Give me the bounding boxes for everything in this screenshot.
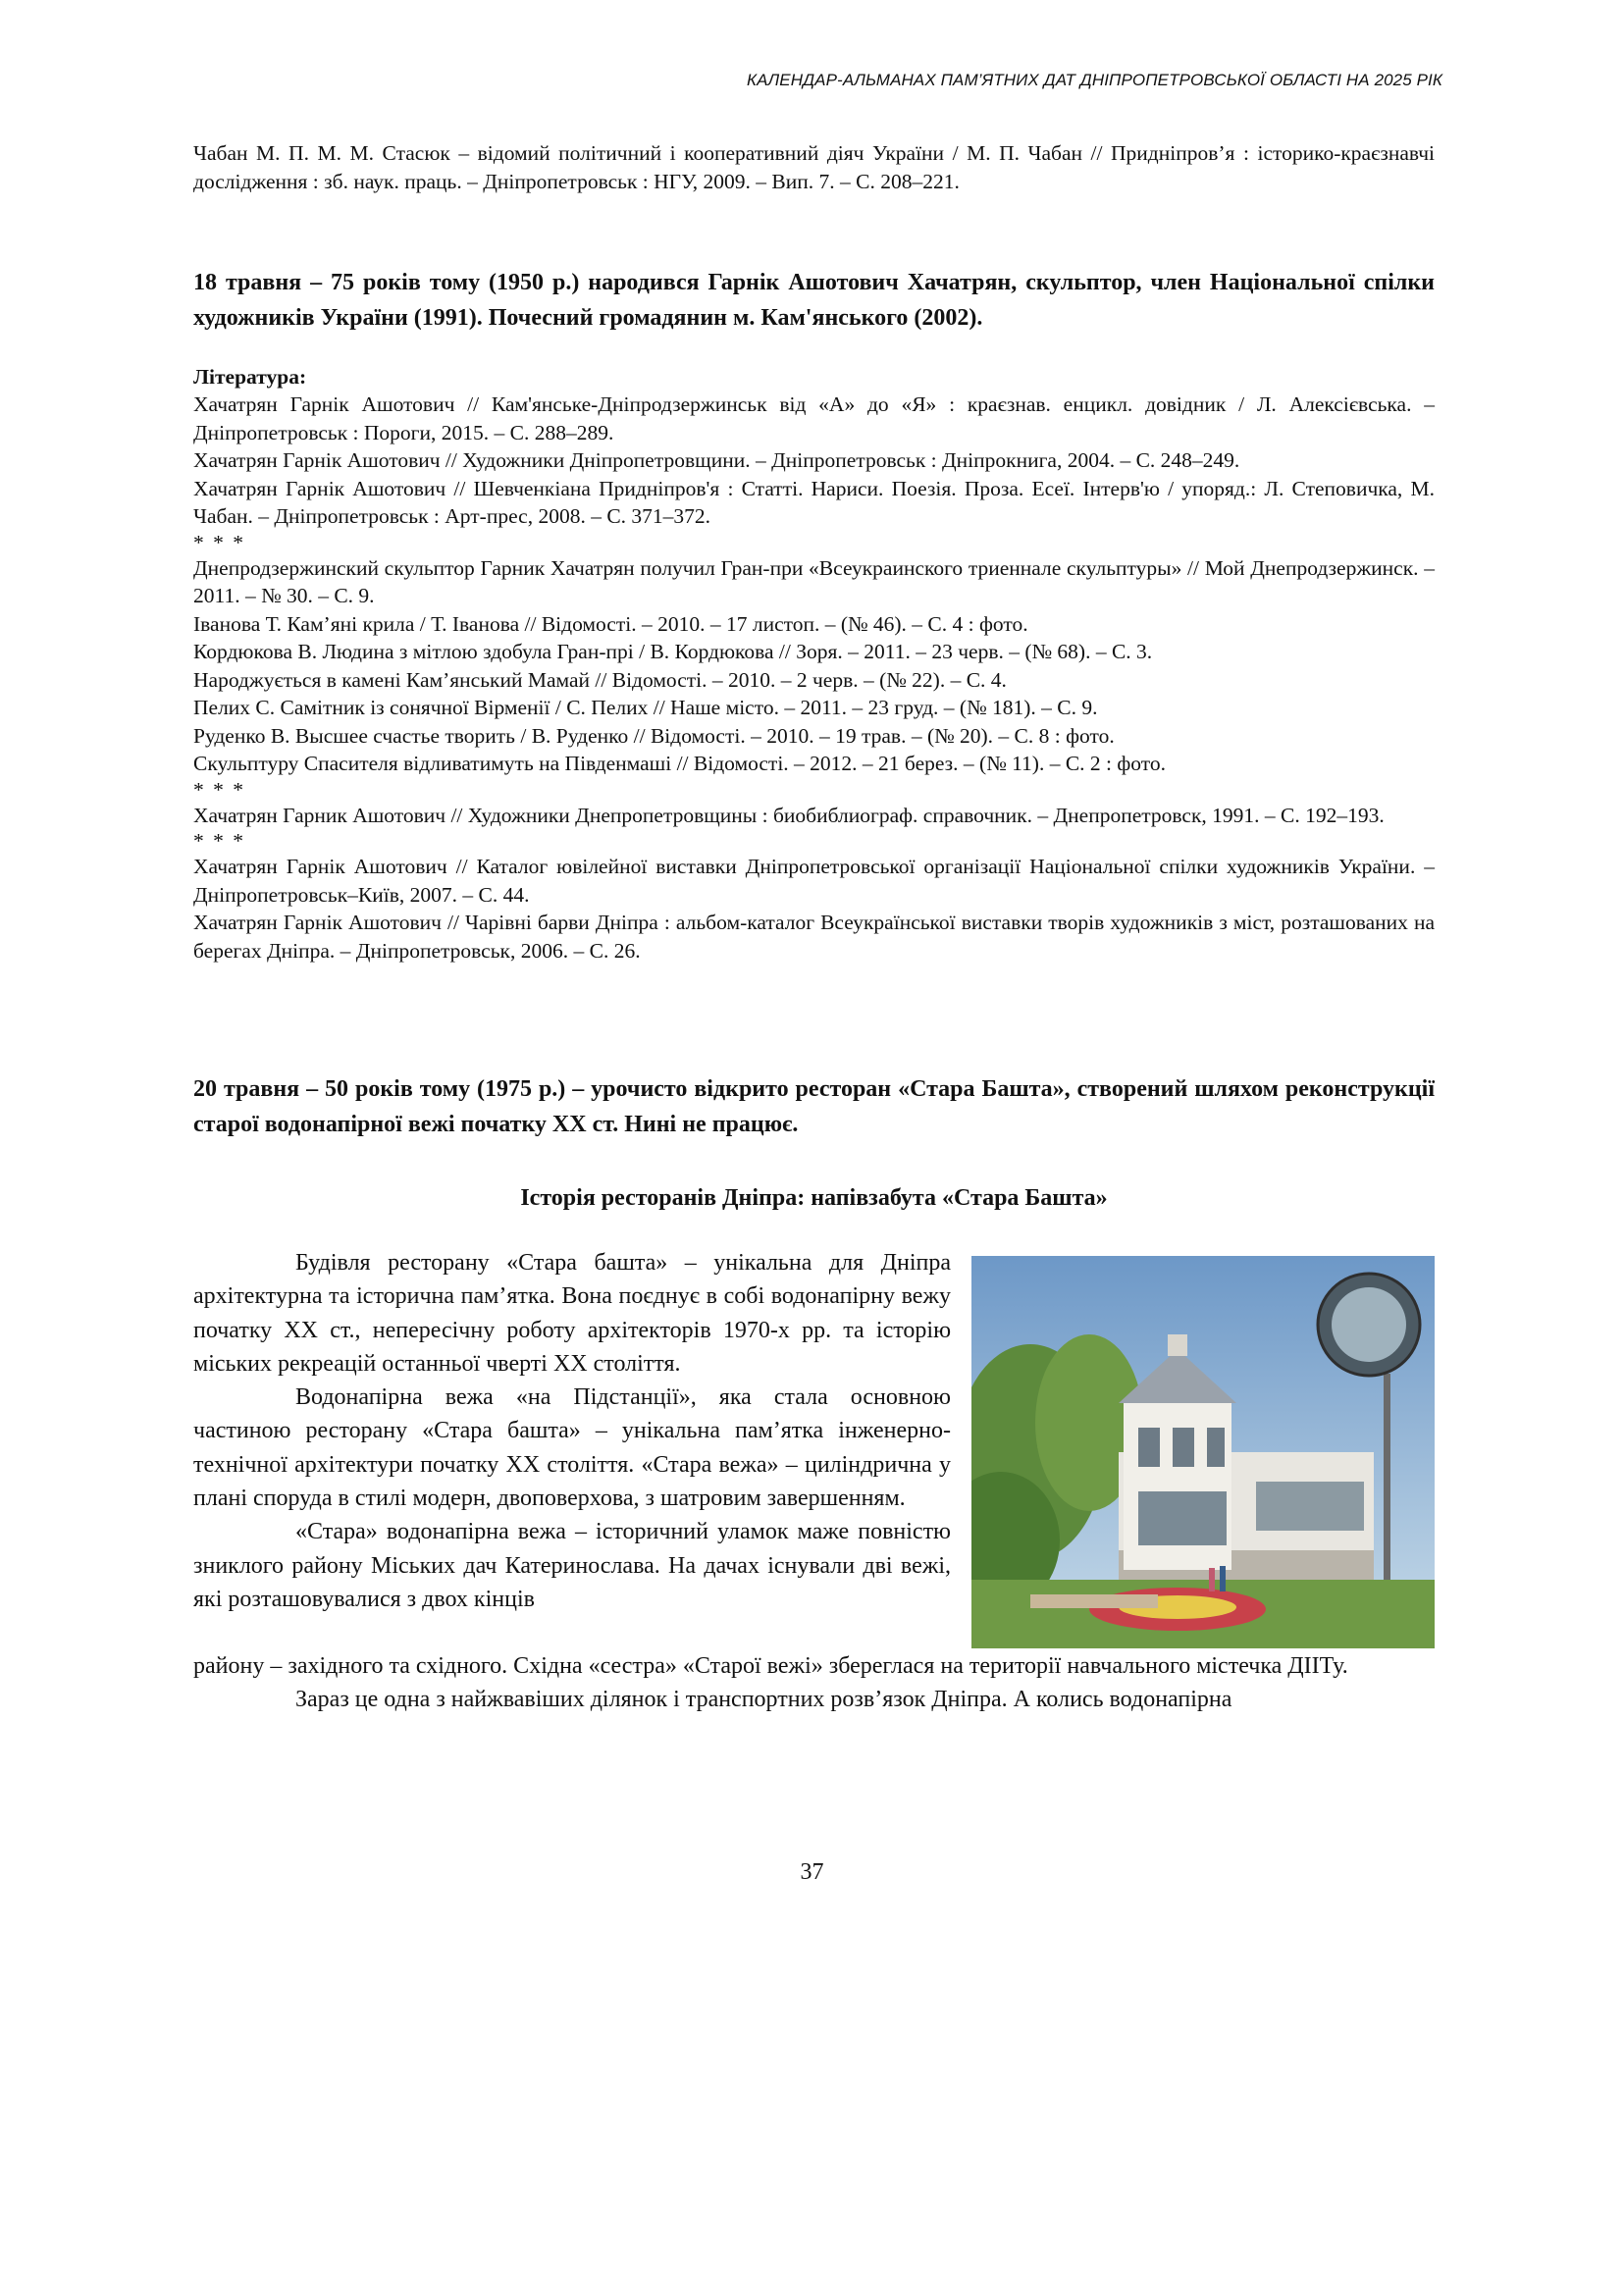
- reference-entry: Хачатрян Гарник Ашотович // Художники Днепропетровщины : биобиблиограф. справочник. – Днепропетровск, 1991. – С. 192–193.: [193, 803, 1385, 827]
- paragraph: «Стара» водонапірна вежа – історичний уламок маже повністю зниклого району Міських дач Катеринослава. На дачах існували дві вежі, які розташовувалися з двох кінців: [193, 1519, 951, 1612]
- reference-entry: Днепродзержинский скульптор Гарник Хачатрян получил Гран-при «Всеукраинского триеннале скульптуры» // Мой Днепродзержинск. – 2011. – № 30. – С. 9.: [193, 555, 1435, 607]
- reference-entry: Пелих С. Самітник із сонячної Вірменії / С. Пелих // Наше місто. – 2011. – 23 груд. – (№ 181). – С. 9.: [193, 696, 1098, 719]
- reference-entry: Кордюкова В. Людина з мітлою здобула Гран-прі / В. Кордюкова // Зоря. – 2011. – 23 черв. – (№ 68). – С. 3.: [193, 640, 1153, 663]
- separator: * * *: [193, 777, 245, 802]
- separator: * * *: [193, 530, 245, 554]
- literature-heading: Література:: [193, 365, 307, 389]
- event-1-title: 18 травня – 75 років тому (1950 р.) народився Гарнік Ашотович Хачатрян, скульптор, член Національної спілки художників України (1991). Почесний громадянин м. Кам'янського (2002).: [193, 270, 1435, 331]
- separator: * * *: [193, 829, 245, 853]
- event-1-title-block: [193, 265, 1435, 336]
- article-column-beside-photo: [193, 1246, 951, 1616]
- reference-entry: Іванова Т. Кам’яні крила / Т. Іванова // Відомості. – 2010. – 17 листоп. – (№ 46). – С. 4 : фото.: [193, 611, 1028, 636]
- reference-entry: Хачатрян Гарнік Ашотович // Шевченкіана Придніпров'я : Статті. Нариси. Поезія. Проза. Есеї. Інтерв'ю / упоряд.: Л. Степовичка, М. Чабан. – Дніпропетровськ : Арт-прес, 2008. – С. 371–372.: [193, 476, 1435, 528]
- top-reference-block: [193, 139, 1435, 195]
- event-2-title: 20 травня – 50 років тому (1975 р.) – урочисто відкрито ресторан «Стара Башта», створений шляхом реконструкції старої водонапірної вежі початку ХХ ст. Нині не працює.: [193, 1076, 1435, 1137]
- paragraph: району – західного та східного. Східна «сестра» «Старої вежі» збереглася на території навчального містечка ДІІТу.: [193, 1653, 1348, 1679]
- reference-entry: Руденко В. Высшее счастье творить / В. Руденко // Відомості. – 2010. – 19 трав. – (№ 20). – С. 8 : фото.: [193, 723, 1115, 748]
- paragraph: Водонапірна вежа «на Підстанції», яка стала основною частиною ресторану «Стара башта» – унікальна пам’ятка інженерно-технічної архітектури початку ХХ століття. «Стара вежа» – циліндрична у плані споруда в стилі модерн, двоповерхова, з шатровим завершенням.: [193, 1384, 951, 1512]
- reference-entry: Хачатрян Гарнік Ашотович // Художники Дніпропетровщини. – Дніпропетровськ : Дніпрокнига, 2004. – С. 248–249.: [193, 448, 1240, 472]
- reference-entry: Хачатрян Гарнік Ашотович // Чарівні барви Дніпра : альбом-каталог Всеукраїнської виставки творів художників з міст, розташованих на берегах Дніпра. – Дніпропетровськ, 2006. – С. 26.: [193, 911, 1435, 963]
- reference-entry: Народжується в камені Кам’янський Мамай // Відомості. – 2010. – 2 черв. – (№ 22). – С. 4.: [193, 667, 1007, 692]
- reference-entry: Хачатрян Гарнік Ашотович // Каталог ювілейної виставки Дніпропетровської організації Національної спілки художників України. – Дніпропетровськ–Київ, 2007. – С. 44.: [193, 855, 1435, 907]
- paragraph: Зараз це одна з найжвавіших ділянок і транспортних розв’язок Дніпра. А колись водонапірна: [295, 1687, 1232, 1713]
- event-2-title-block: [193, 1071, 1435, 1142]
- article-subtitle: Історія ресторанів Дніпра: напівзабута «Стара Башта»: [520, 1185, 1108, 1211]
- paragraph: Будівля ресторану «Стара башта» – унікальна для Дніпра архітектурна та історична пам’ятка. Вона поєднує в собі водонапірну вежу початку ХХ ст., непересічну роботу архітекторів 1970-х рр. та історію міських рекреацій останньої чверті ХХ століття.: [193, 1250, 951, 1377]
- restaurant-photo: [971, 1256, 1435, 1648]
- reference-entry: Чабан М. П. М. М. Стасюк – відомий політичний і кооперативний діяч України / М. П. Чабан // Придніпров’я : історико-краєзнавчі дослідження : зб. наук. праць. – Дніпропетровськ : НГУ, 2009. – Вип. 7. – С. 208–221.: [193, 141, 1435, 193]
- running-header: КАЛЕНДАР-АЛЬМАНАХ ПАМ’ЯТНИХ ДАТ ДНІПРОПЕТРОВСЬКОЇ ОБЛАСТІ НА 2025 РІК: [746, 71, 1442, 89]
- article-full-width: [193, 1649, 1435, 1717]
- event-1-literature: [193, 363, 1435, 965]
- reference-entry: Хачатрян Гарнік Ашотович // Кам'янське-Дніпродзержинськ від «А» до «Я» : краєзнав. енцикл. довідник / Л. Алексієвська. – Дніпропетровськ : Пороги, 2015. – С. 288–289.: [193, 392, 1435, 444]
- reference-entry: Скульптуру Спасителя відливатимуть на Південмаші // Відомості. – 2012. – 21 берез. – (№ 11). – С. 2 : фото.: [193, 752, 1167, 775]
- page-number: 37: [800, 1859, 824, 1885]
